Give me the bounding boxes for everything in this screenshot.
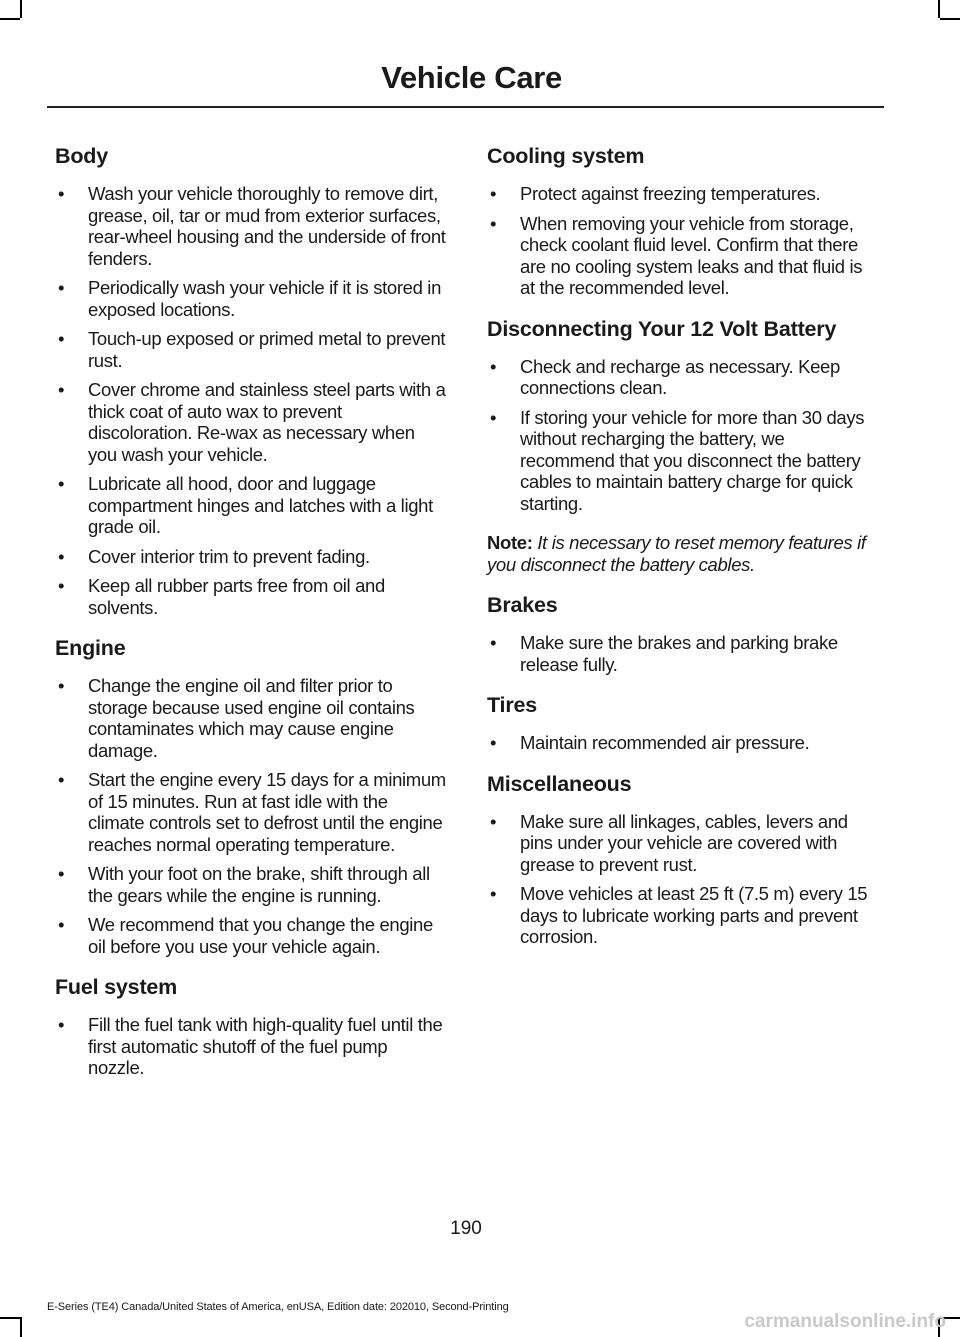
list-item: • With your foot on the brake, shift through all the gears while the engine is running. xyxy=(58,863,430,906)
crop-mark xyxy=(0,1317,20,1319)
list-item: • Protect against freezing temperatures. xyxy=(490,183,821,204)
list-item: • Change the engine oil and filter prior to storage because used engine oil contains contaminates which may cause engine damage. xyxy=(58,675,415,761)
section-heading: Brakes xyxy=(487,593,558,617)
list-item: • Fill the fuel tank with high-quality fuel until the first automatic shutoff of the fuel pump nozzle. xyxy=(58,1014,443,1078)
bullet-icon: • xyxy=(490,732,497,753)
bullet-icon: • xyxy=(58,545,65,567)
bullet-list xyxy=(55,675,447,957)
bullet-icon: • xyxy=(490,406,497,428)
list-item: • Move vehicles at least 25 ft (7.5 m) every 15 days to lubricate working parts and prevent corrosion. xyxy=(490,883,868,947)
section-cooling-system xyxy=(487,144,879,299)
list-item: • Cover interior trim to prevent fading. xyxy=(58,545,370,567)
section-engine xyxy=(55,636,447,957)
list-item: • Touch-up exposed or primed metal to prevent rust. xyxy=(58,328,446,371)
list-item: • Periodically wash your vehicle if it is stored in exposed locations. xyxy=(58,277,442,320)
section-fuel-system xyxy=(55,975,447,1079)
page-number: 190 xyxy=(450,1218,482,1239)
crop-mark xyxy=(20,0,22,18)
bullet-icon: • xyxy=(490,883,497,904)
crop-mark xyxy=(0,18,20,20)
header-divider xyxy=(47,106,884,108)
crop-mark xyxy=(938,0,940,18)
list-item: • Start the engine every 15 days for a minimum of 15 minutes. Run at fast idle with the climate controls set to defrost until the engine reaches normal operating temperature. xyxy=(58,769,446,855)
page-title: Vehicle Care xyxy=(381,60,562,95)
section-heading: Body xyxy=(55,144,108,168)
crop-mark xyxy=(940,18,960,20)
section-heading: Disconnecting Your 12 Volt Battery xyxy=(487,316,837,341)
bullet-icon: • xyxy=(490,355,497,377)
bullet-list xyxy=(487,732,879,754)
section-heading: Cooling system xyxy=(487,144,645,168)
list-item: • Lubricate all hood, door and luggage compartment hinges and latches with a light grade oil. xyxy=(58,473,433,537)
list-item: • Check and recharge as necessary. Keep connections clean. xyxy=(490,355,840,398)
section-heading: Miscellaneous xyxy=(487,771,632,796)
section-battery xyxy=(487,317,879,576)
list-item: • We recommend that you change the engine oil before you use your vehicle again. xyxy=(58,914,433,957)
note xyxy=(487,532,879,575)
bullet-icon: • xyxy=(58,473,65,494)
list-item: • When removing your vehicle from storage, check coolant fluid level. Confirm that there are no cooling system leaks and that fluid is at the recommended level. xyxy=(490,212,863,298)
bullet-list xyxy=(487,632,879,675)
bullet-icon: • xyxy=(58,914,65,935)
bullet-icon: • xyxy=(58,379,65,400)
footer-edition-text: E-Series (TE4) Canada/United States of America, enUSA, Edition date: 202010, Second-Printing xyxy=(47,1301,509,1313)
bullet-icon: • xyxy=(58,1014,65,1035)
bullet-icon: • xyxy=(58,863,65,884)
bullet-list xyxy=(487,811,879,948)
bullet-list xyxy=(55,183,447,618)
bullet-icon: • xyxy=(490,632,497,653)
list-item: • Make sure the brakes and parking brake release fully. xyxy=(490,632,838,675)
list-item: • Keep all rubber parts free from oil and solvents. xyxy=(58,575,385,618)
crop-mark xyxy=(20,1317,22,1337)
section-heading: Fuel system xyxy=(55,975,178,999)
bullet-icon: • xyxy=(58,769,65,790)
bullet-icon: • xyxy=(58,183,65,204)
left-column xyxy=(55,144,447,1097)
section-heading: Engine xyxy=(55,636,126,660)
section-brakes xyxy=(487,593,879,675)
bullet-icon: • xyxy=(490,212,497,234)
bullet-icon: • xyxy=(58,277,65,298)
section-tires xyxy=(487,693,879,754)
list-item: • Make sure all linkages, cables, levers and pins under your vehicle are covered with grease to prevent rust. xyxy=(490,810,848,875)
list-item: • Maintain recommended air pressure. xyxy=(490,732,810,753)
watermark: carmanualsonline.info xyxy=(744,1311,946,1332)
bullet-icon: • xyxy=(58,575,65,596)
section-miscellaneous xyxy=(487,772,879,948)
bullet-list xyxy=(487,183,879,299)
bullet-list xyxy=(487,356,879,515)
note-label: Note: xyxy=(487,532,533,553)
bullet-icon: • xyxy=(490,183,497,204)
bullet-icon: • xyxy=(58,328,65,349)
bullet-list xyxy=(55,1014,447,1079)
right-column xyxy=(487,144,879,966)
section-heading: Tires xyxy=(487,693,537,717)
list-item: • Wash your vehicle thoroughly to remove dirt, grease, oil, tar or mud from exterior surfaces, rear-wheel housing and the underside of front fenders. xyxy=(58,183,446,269)
bullet-icon: • xyxy=(490,810,497,832)
note-text: It is necessary to reset memory features if you disconnect the battery cables. xyxy=(487,532,866,575)
list-item: • Cover chrome and stainless steel parts with a thick coat of auto wax to prevent discoloration. Re-wax as necessary when you wash your vehicle. xyxy=(58,379,446,465)
bullet-icon: • xyxy=(58,675,65,696)
section-body xyxy=(55,144,447,618)
list-item: • If storing your vehicle for more than 30 days without recharging the battery, we recommend that you disconnect the battery cables to maintain battery charge for quick starting. xyxy=(490,406,865,514)
